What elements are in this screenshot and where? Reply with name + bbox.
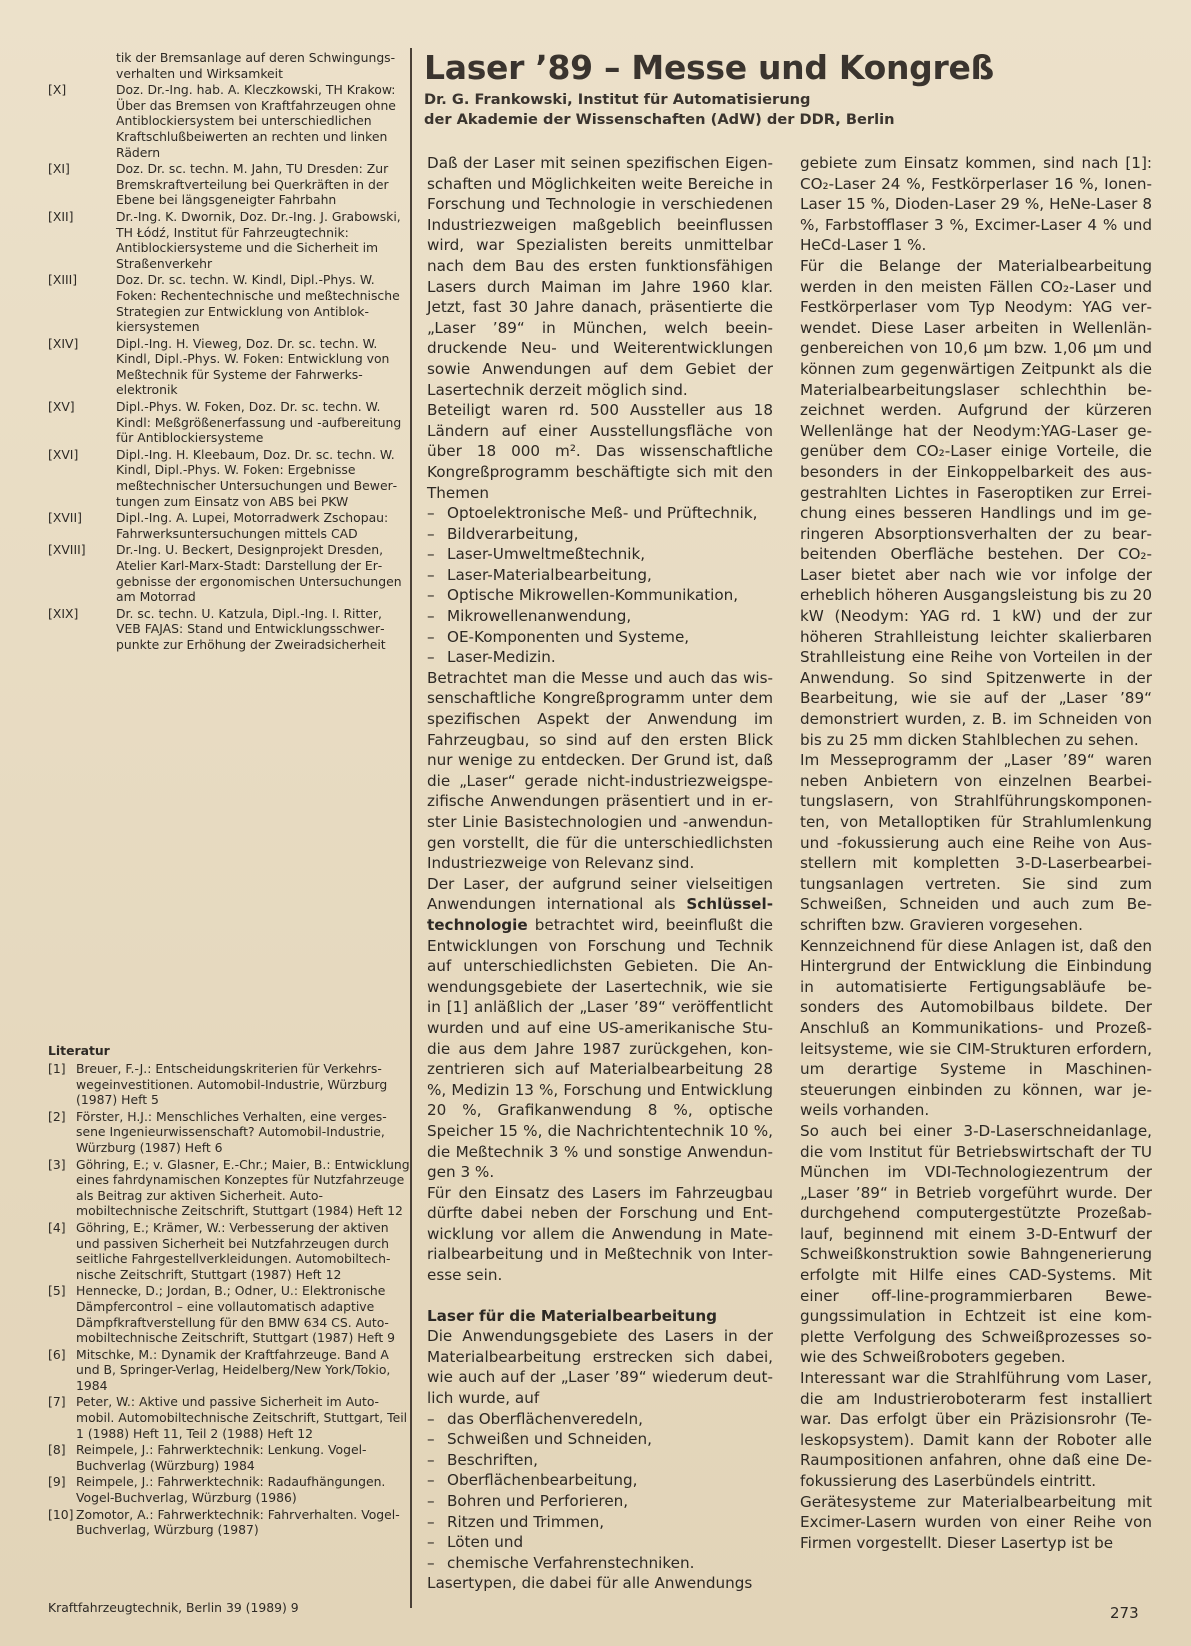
article-title: Laser ’89 – Messe und Kongreß <box>424 48 994 87</box>
reference-item <box>48 1109 410 1156</box>
reference-item <box>48 1474 410 1505</box>
theme-list <box>427 503 773 668</box>
reference-item <box>48 209 410 271</box>
reference-text: Breuer, F.-J.: Entscheidungskriterien für Verkehrswegeinvestitionen. Automobil-Industrie, Würzburg (1987) Heft 5 <box>76 1061 388 1108</box>
reference-item <box>48 542 410 604</box>
list-item: – das Oberflächenveredeln, <box>427 1409 773 1430</box>
paragraph: Beteiligt waren rd. 500 Aussteller aus 18 Ländern auf einer Ausstellungsfläche von über 18 000 m². Das wissenschaftliche Kongreßprogramm beschäftigte sich mit den Themen <box>427 401 773 502</box>
reference-item <box>48 1347 410 1394</box>
reference-item <box>48 50 410 81</box>
reference-item <box>48 1220 410 1282</box>
reference-text: Göhring, E.; Krämer, W.: Verbesserung der aktiven und passiven Sicherheit bei Nutzfahrzeugen durch seitliche Fahrgestellverkleidungen. Automobiltechnische Zeitschrift, Stuttgart (1987) Heft 12 <box>76 1219 391 1282</box>
reference-tag: [10] <box>48 1506 74 1522</box>
reference-text: Reimpele, J.: Fahrwerktechnik: Radaufhängungen. Vogel-Buchverlag, Würzburg (1986) <box>76 1474 386 1506</box>
reference-item <box>48 1061 410 1108</box>
reference-text: Dr.-Ing. U. Beckert, Designprojekt Dresden, Atelier Karl-Marx-Stadt: Darstellung der Ergebnisse der ergonomischen Untersuchungen am Motorrad <box>116 542 402 605</box>
reference-tag: [XV] <box>48 399 75 415</box>
reference-tag: [4] <box>48 1219 66 1235</box>
text: Der Laser, der aufgrund seiner vielseitigen Anwendungen international als <box>427 874 773 914</box>
list-item: – Löten und <box>427 1532 773 1553</box>
reference-tag: [9] <box>48 1474 66 1490</box>
paragraph: Im Messeprogramm der „Laser ’89“ waren neben Anbietern von einzelnen Bearbeitungslasern, von Strahlführungskomponenten, von Metalloptiken für Strahlumlenkung und -fokussierung auch eine Reihe von Ausstellern mit kompletten 3-D-Laserbearbeitungsanlagen vertreten. Sie sind zum Schweißen, Schneiden und auch zum Beschriften bzw. Gravieren vorgesehen. <box>800 751 1152 934</box>
reference-tag: [6] <box>48 1346 66 1362</box>
reference-tag: [XIX] <box>48 605 79 621</box>
byline-line-2: der Akademie der Wissenschaften (AdW) der DDR, Berlin <box>424 111 895 128</box>
list-item: – Optische Mikrowellen-Kommunikation, <box>427 585 773 606</box>
paragraph: Betrachtet man die Messe und auch das wissenschaftliche Kongreßprogramm unter dem spezifischen Aspekt der Anwendung im Fahrzeugbau, so sind auf den ersten Blick nur wenige zu entdecken. Der Grund ist, daß die „Laser“ gerade nicht-industriezweigspezifische Anwendungen präsentiert und in erster Linie Basistechnologien und -anwendungen vorstellt, die für die unterschiedlichsten Industriezweige von Relevanz sind. <box>427 668 773 873</box>
reference-item <box>48 606 410 653</box>
list-item: – Laser-Materialbearbeitung, <box>427 565 773 586</box>
paragraph: Interessant war die Strahlführung vom Laser, die am Industrieroboterarm fest installiert war. Das erfolgt über ein Präzisionsrohr (Teleskopsystem). Damit kann der Roboter alle Raumpositionen anfahren, ohne daß eine Defokussierung des Laserbündels eintritt. <box>800 1369 1152 1490</box>
reference-list <box>48 50 410 654</box>
paragraph: Lasertypen, die dabei für alle Anwendungs <box>427 1574 753 1593</box>
reference-tag: [5] <box>48 1283 66 1299</box>
list-item: – Beschriften, <box>427 1450 773 1471</box>
paragraph: Kennzeichnend für diese Anlagen ist, daß den Hintergrund der Entwicklung die Einbindung in automatisierte Fertigungsabläufe besonders des Automobilbaus bildete. Der Anschluß an Kommunikations- und Prozeßleitsysteme, wie sie CIM-Strukturen erfordern, um derartige Systeme in Maschinensteuerungen einbinden zu können, war jeweils vorhanden. <box>800 936 1152 1120</box>
reference-tag: [XVI] <box>48 446 79 462</box>
reference-item <box>48 447 410 509</box>
list-item: – Schweißen und Schneiden, <box>427 1429 773 1450</box>
paragraph: Für den Einsatz des Lasers im Fahrzeugbau dürfte dabei neben der Forschung und Entwicklung vor allem die Anwendung in Materialbearbeitung und in Meßtechnik von Interesse sein. <box>427 1183 773 1285</box>
reference-text: Doz. Dr.-Ing. hab. A. Kleczkowski, TH Krakow: Über das Bremsen von Kraftfahrzeugen ohne Antiblockiersystem bei unterschiedlichen Kraftschlußbeiwerten an rechten und linken Rädern <box>116 82 396 160</box>
reference-text: Förster, H.J.: Menschliches Verhalten, eine vergessene Ingenieurwissenschaft? Automobil-Industrie, Würzburg (1987) Heft 6 <box>76 1108 387 1155</box>
reference-text: Dipl.-Ing. H. Kleebaum, Doz. Dr. sc. techn. W. Kindl, Dipl.-Phys. W. Foken: Ergebnisse meßtechnischer Untersuchungen und Bewertungen zum Einsatz von ABS bei PKW <box>116 446 398 509</box>
reference-tag: [X] <box>48 82 67 98</box>
literatur-list <box>48 1061 410 1539</box>
article-byline <box>424 90 895 130</box>
reference-tag: [7] <box>48 1394 66 1410</box>
reference-text: Peter, W.: Aktive und passive Sicherheit im Automobil. Automobiltechnische Zeitschrift, Stuttgart, Teil 1 (1988) Heft 11, Teil 2 (1988) Heft 12 <box>76 1394 408 1441</box>
reference-text: Reimpele, J.: Fahrwerktechnik: Lenkung. Vogel-Buchverlag (Würzburg) 1984 <box>76 1442 367 1473</box>
list-item: – Bildverarbeitung, <box>427 524 773 545</box>
reference-item <box>48 336 410 398</box>
list-item: – OE-Komponenten und Systeme, <box>427 627 773 648</box>
reference-item <box>48 82 410 160</box>
reference-item <box>48 1394 410 1441</box>
reference-item <box>48 272 410 334</box>
list-item: – Bohren und Perforieren, <box>427 1491 773 1512</box>
paragraph: Gerätesysteme zur Materialbearbeitung mit Excimer-Lasern wurden von einer Reihe von Firmen vorgestellt. Dieser Lasertyp ist be <box>800 1492 1152 1552</box>
paragraph <box>427 874 773 1183</box>
list-item: – Laser-Umweltmeßtechnik, <box>427 544 773 565</box>
reference-text: Dr.-Ing. K. Dwornik, Doz. Dr.-Ing. J. Grabowski, TH Łódź, Institut für Fahrzeugtechnik: Antiblockiersysteme und die Sicherheit im Straßenverkehr <box>116 208 401 271</box>
paragraph: Daß der Laser mit seinen spezifischen Eigenschaften und Möglichkeiten weite Bereiche in Forschung und Technologie in verschiedenen Industriezweigen maßgeblich beeinflussen wird, war Spezialisten bereits unmittelbar nach dem Bau des ersten funktionsfähigen Lasers durch Maiman im Jahre 1960 klar. Jetzt, fast 30 Jahre danach, präsentierte die „Laser ’89“ in München, welch beeindruckende Neu- und Weiterentwicklungen sowie Anwendungen auf dem Gebiet der Lasertechnik derzeit möglich sind. <box>427 154 773 399</box>
application-list <box>427 1409 773 1574</box>
list-item: – Mikrowellenanwendung, <box>427 606 773 627</box>
reference-text: tik der Bremsanlage auf deren Schwingungsverhalten und Wirksamkeit <box>116 50 396 81</box>
reference-tag <box>48 50 116 81</box>
paragraph: So auch bei einer 3-D-Laserschneidanlage, die vom Institut für Betriebswirtschaft der TU München im VDI-Technologiezentrum der „Laser ’89“ in Betrieb vorgeführt wurde. Der durchgehend computergestützte Prozeßablauf, beginnend mit einem 3-D-Entwurf der Schweißkonstruktion sowie Bahngenerierung erfolgte mit Hilfe eines CAD-Systems. Mit einer off-line-programmierbaren Bewegungssimulation in Echtzeit ist eine komplette Verfolgung des Schweißprozesses sowie des Schweißroboters gegeben. <box>800 1121 1152 1367</box>
section-heading: Laser für die Materialbearbeitung <box>427 1306 718 1325</box>
reference-tag: [3] <box>48 1156 66 1172</box>
reference-item <box>48 161 410 208</box>
reference-item <box>48 1283 410 1345</box>
reference-item <box>48 399 410 446</box>
list-item: – Laser-Medizin. <box>427 647 773 668</box>
reference-tag: [XI] <box>48 161 70 177</box>
reference-item <box>48 1157 410 1219</box>
literatur-heading: Literatur <box>48 1043 110 1058</box>
reference-tag: [XVII] <box>48 510 82 526</box>
reference-text: Mitschke, M.: Dynamik der Kraftfahrzeuge. Band A und B, Springer-Verlag, Heidelberg/New York/Tokio, 1984 <box>76 1346 391 1393</box>
list-item: – Ritzen und Trimmen, <box>427 1512 773 1533</box>
column-divider <box>410 48 412 1608</box>
text: betrachtet wird, beeinflußt die Entwicklungen von Forschung und Technik auf unterschiedlichsten Gebieten. Die Anwendungsgebiete der Lasertechnik, wie sie in [1] anläßlich der „Laser ’89“ veröffentlicht wurden und auf eine US-amerikanische Studie aus dem Jahre 1987 zurückgehen, konzentrieren sich auf Materialbearbeitung 28 %, Medizin 13 %, Forschung und Entwicklung 20 %, Grafikanwendung 8 %, optische Speicher 15 %, die Nachrichtentechnik 10 %, die Meßtechnik 3 % und sonstige Anwendungen 3 %. <box>427 915 773 1182</box>
keyword: Schlüsseltechnologie <box>427 895 773 934</box>
journal-footer: Kraftfahrzeugtechnik, Berlin 39 (1989) 9 <box>48 1600 299 1615</box>
reference-text: Zomotor, A.: Fahrwerktechnik: Fahrverhalten. Vogel-Buchverlag, Würzburg (1987) <box>76 1506 400 1538</box>
page-number: 273 <box>1110 1604 1139 1622</box>
reference-item <box>48 1442 410 1473</box>
paragraph: gebiete zum Einsatz kommen, sind nach [1]: CO₂-Laser 24 %, Festkörperlaser 16 %, Ionen-Laser 15 %, Dioden-Laser 29 %, HeNe-Laser 8 %, Farbstofflaser 3 %, Excimer-Laser 4 % und HeCd-Laser 1 %. <box>800 154 1152 255</box>
reference-tag: [XVIII] <box>48 542 86 558</box>
list-item: – Oberflächenbearbeitung, <box>427 1470 773 1491</box>
reference-tag: [2] <box>48 1108 66 1124</box>
reference-text: Doz. Dr. sc. techn. M. Jahn, TU Dresden: Zur Bremskraftverteilung bei Querkräften in der Ebene bei längsgeneigter Fahrbahn <box>116 161 389 208</box>
list-item: – chemische Verfahrenstechniken. <box>427 1553 773 1574</box>
reference-tag: [XIV] <box>48 335 79 351</box>
list-item: – Optoelektronische Meß- und Prüftechnik, <box>427 503 773 524</box>
reference-text: Hennecke, D.; Jordan, B.; Odner, U.: Elektronische Dämpfercontrol – eine vollautomatisch adaptive Dämpfkraftverstellung für den BMW 634 CS. Automobiltechnische Zeitschrift, Stuttgart (1987) Heft 9 <box>76 1283 396 1346</box>
byline-line-1: Dr. G. Frankowski, Institut für Automatisierung <box>424 91 811 108</box>
reference-text: Dipl.-Ing. H. Vieweg, Doz. Dr. sc. techn. W. Kindl, Dipl.-Phys. W. Foken: Entwicklung von Meßtechnik für Systeme der Fahrwerkselektronik <box>116 335 390 398</box>
reference-tag: [1] <box>48 1061 66 1076</box>
reference-text: Dipl.-Phys. W. Foken, Doz. Dr. sc. techn. W. Kindl: Meßgrößenerfassung und -aufbereitung für Antiblockiersysteme <box>116 399 402 446</box>
reference-item <box>48 1507 410 1538</box>
reference-tag: [XII] <box>48 208 74 224</box>
article-column-1 <box>427 153 773 1594</box>
reference-text: Dr. sc. techn. U. Katzula, Dipl.-Ing. I. Ritter, VEB FAJAS: Stand und Entwicklungsschwerpunkte zur Erhöhung der Zweiradsicherheit <box>116 605 386 652</box>
reference-text: Dipl.-Ing. A. Lupei, Motorradwerk Zschopau: Fahrwerksuntersuchungen mittels CAD <box>116 510 389 541</box>
reference-tag: [XIII] <box>48 272 78 288</box>
article-column-2 <box>800 153 1152 1553</box>
paragraph: Die Anwendungsgebiete des Lasers in der Materialbearbeitung erstrecken sich dabei, wie auch auf der „Laser ’89“ wiederum deutlich wurde, auf <box>427 1327 773 1408</box>
reference-tag: [8] <box>48 1442 66 1458</box>
reference-text: Doz. Dr. sc. techn. W. Kindl, Dipl.-Phys. W. Foken: Rechentechnische und meßtechnische Strategien zur Entwicklung von Antiblokkiersystemen <box>116 272 400 335</box>
reference-text: Göhring, E.; v. Glasner, E.-Chr.; Maier, B.: Entwicklung eines fahrdynamischen Konzeptes für Nutzfahrzeuge als Beitrag zur aktiven Sicherheit. Automobiltechnische Zeitschrift, Stuttgart (1984) Heft 12 <box>76 1156 410 1219</box>
paragraph: Für die Belange der Materialbearbeitung werden in den meisten Fällen CO₂-Laser und Festkörperlaser vom Typ Neodym: YAG verwendet. Diese Laser arbeiten in Wellenlängenbereichen von 10,6 µm bzw. 1,06 µm und können zum gegenwärtigen Zeitpunkt als die Materialbearbeitungslaser schlechthin bezeichnet werden. Aufgrund der kürzeren Wellenlänge hat der Neodym:YAG-Laser gegenüber dem CO₂-Laser einige Vorteile, die besonders in der Einkoppelbarkeit des ausgestrahlten Lichtes in Faseroptiken zur Erreichung eines besseren Handlings und im geringeren Absorptionsverhalten der zu bearbeitenden Oberfläche bestehen. Der CO₂-Laser bietet aber nach wie vor infolge der erheblich höheren Ausgangsleistung bis zu 20 kW (Neodym: YAG rd. 1 kW) und der zur höheren Strahlleistung leichter skalierbaren Strahlleistung eine Reihe von Vorteilen in der Anwendung. So sind Spitzenwerte in der Bearbeitung, wie sie auf der „Laser ’89“ demonstriert wurden, z. B. im Schneiden von bis zu 25 mm dicken Stahlblechen zu sehen. <box>800 256 1152 749</box>
reference-item <box>48 510 410 541</box>
